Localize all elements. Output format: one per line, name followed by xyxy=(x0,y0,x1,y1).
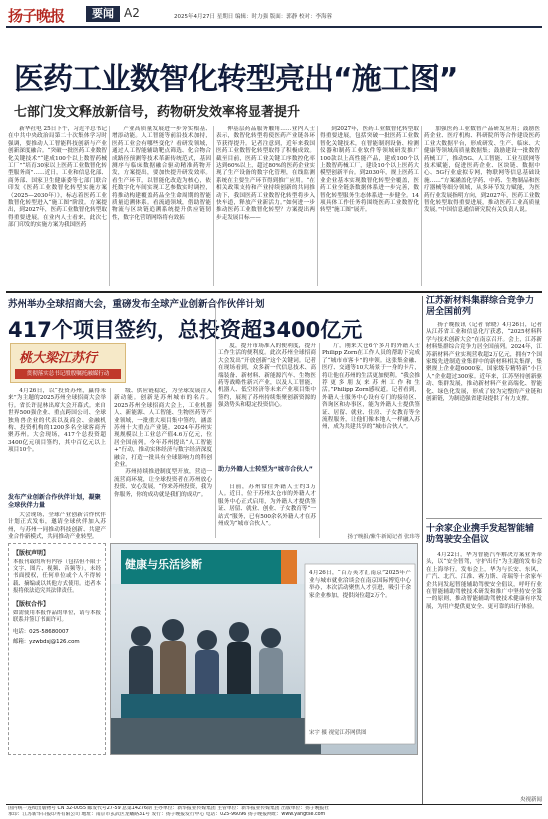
sidebar-headline-2: 十余家企业携手发起智能辅助驾驶安全倡议 xyxy=(426,524,535,545)
paragraph: 4月22日，华为智能汽车解决方案业务牵头，以“安全智驾，守护出行”为主题的发布会在上海举行。发布会上，华为与长安、东风、广汽、北汽、江淮、赛力斯、奇瑞等十余家车企共同发起智能辅助驾驶安全倡议，呼吁行业在智能辅助驾驶技术研发和推广中坚持安全第一的原则，推动智能辅助驾驶技术健康有序发展，为用户提供更安全、更可靠的出行体验。 xyxy=(426,552,542,610)
sidebar-divider xyxy=(422,296,423,804)
story2-column-1b xyxy=(8,512,106,542)
sidebar-headline: 江苏新材料集群综合竞争力居全国前列 xyxy=(426,296,535,317)
paragraph: 伸基层药品服务触角……业内人士表示，数智化转型将使医药产业链各环节获得提升。记者注意到，近年来我国医药工业数智化转型取得了积极成效。截至目前，医药工业关键工序数控化率达到60%以上，超过80%的医药企业实现了生产设备的数字化管理，在线监测系统在主要生产环节得到推广应用。“在相关政策支持和产业持续创新的共同推动下，我国医药工业数智化转型将步入快车道，释放产业新活力。”如何进一步推动医药工业数智化转型？方案提出两步走发展目标—— xyxy=(216,126,315,221)
notice-contact: 如需使用本报作品的单位，请与本报联系并签订书面许可。 xyxy=(13,610,101,624)
story2-kicker: 苏州举办全球招商大会，重磅发布全球产业创新合作伙伴计划 xyxy=(8,299,265,310)
paragraph: 扬子晚报讯（记者 徐晓）4月26日，记者从江苏省工业和信息化厅获悉，“2025材料科学与技术创新大会”在南京召开。会上，江苏新材料集群综合竞争力居全国前列。2024年，江苏新材料产业实现营收超2万亿元，拥有7个国家级先进制造业集群中的新材料相关集群，集聚规上企业超6000家，国家级专精特新“小巨人”企业超过300家。近年来，江苏坚持创新驱动、集群发展，推动新材料产业高端化、智能化、绿色化发展，形成了较为完整的产业链和创新链，为制造强省建设提供了有力支撑。 xyxy=(426,322,542,403)
sidebar-rule xyxy=(426,518,542,519)
notice-title: 【版权声明】 xyxy=(13,550,50,557)
story2-column-1 xyxy=(8,388,106,492)
photo-frame xyxy=(110,543,418,755)
notice-phone: 电话：025-58680007 xyxy=(13,629,69,636)
story2-byline: 扬子晚报/紫牛新闻记者 张玮等 xyxy=(347,534,420,540)
footer-rule xyxy=(6,804,542,805)
paragraph: 产业高质量发展进一步夯实根基、增添动能。人工智能等前沿技术加持，医药工业会有哪些变化？看研发领域，通过人工智能辅助靶点筛选、化合物合成路径预测等技术革新传统范式，基因测序与临床数据融合驱动精准药物开发，方案提出，要加快提升研发效率。看生产环节，以智能化改造为核心，依托数字化车间实现工艺参数实时调控，将推动构建覆盖药品全生命周期的智能质量追溯体系。看流通领域，借助智能物流与区块链追溯系统提升供应链韧性，数字化营销网络将有效拓 xyxy=(112,126,211,221)
promo-title: 桃大梁江苏行 xyxy=(19,351,98,366)
section-label: 要闻 xyxy=(86,6,120,22)
paragraph: 到2027年，医药工业数智化转型取得重要进展，包括突破一批医药工业数智化关键技术，在智能制剂设备、检测仪器和制药工业软件等领域研发推广100款以上高性能产品，建成100个以上数智药械工厂，建设10个以上医药大模型创新平台。到2030年，规上医药工业企业基本实现数智化转型全覆盖，医药工业全链条数据体系进一步完善，数智化转型服务生态体系进一步健全。14项具体工作任务将围绕医药工业数智化转型“施工图”展开。 xyxy=(320,126,419,214)
promo-banner xyxy=(10,343,126,383)
notice-body: 本报刊载的所有内容（包括但不限于文字、图片、视频、音频等），未经书面授权，任何单位或个人不得转载、摘编或以其他方式使用。违者本报将依法追究其法律责任。 xyxy=(13,559,101,594)
paragraph: 大会现场，全球产业创新合作伙伴计划正式发布，邀请全球伙伴加入苏州，与苏州一同推动科技创新、共建产业合作新模式，共同推动产业转型。 xyxy=(8,512,106,541)
dateline: 2025年4月27日 星期日 编辑：时力强 版面：郭静 校对：李海蓉 xyxy=(174,14,332,20)
promo-subtitle: 贯彻落实总书记殷殷嘱托融媒行动 xyxy=(15,369,121,379)
notice-email: 邮箱：yzwbdsj@126.com xyxy=(13,639,80,646)
sidebar-body xyxy=(426,322,542,516)
column-divider xyxy=(421,126,422,286)
scene-banner-text: 健康与乐活诊断 xyxy=(125,558,202,571)
story1-column-3 xyxy=(216,126,315,288)
copyright-notice xyxy=(8,543,106,755)
photo-caption: 4月26日，“百万英才汇南京”2025年产业与城市就业洽谈会在南京国际博览中心举办，本次活动聚焦人才引进，吸引千余家企业参加，提供岗位超2万个。 xyxy=(309,570,411,599)
sidebar-byline: 央视新闻 xyxy=(519,797,542,803)
column-divider xyxy=(109,126,110,286)
story2-headline: 417个项目签约，总投资超3400亿元 xyxy=(8,318,363,342)
section-rule xyxy=(6,291,542,293)
column-divider xyxy=(215,300,216,538)
story2-subhead-1: 发布产业创新合作伙伴计划，凝聚全球伙伴力量 xyxy=(8,494,101,509)
paragraph: 4月26日，以“投资苏州，赢得未来”为主题的2025苏州全球招商大会举行。省长许昆林出席大会开幕式。来自世界500强企业、重点跨国公司、全球独角兽企业的代表以及商会、金融机构、投资机构的1200多名全球客商齐聚苏州。大会现场，417个总投资超3400亿元项目签约，其中百亿元以上项目10个。 xyxy=(8,388,106,454)
paragraph: 厅，刚来大仓6个多月的外籍人士Philipp Zorn在工作人员的帮助下完成了“城市市客卡”的申领。这张集金融、医疗、交通等10大场景于一身的卡片，将让他在苏州的生活更加便利。“我会推荐更多朋友来苏州工作和生活。”Philipp Zorn感叹道。记者看到，外籍人士服务中心设有专门的接待区、咨询区和办事区，能为外籍人士提供签证、居留、就业、住房、子女教育等全流程服务，让他们像本地人一样融入苏州，成为共建共享的“城市合伙人”。 xyxy=(322,343,420,431)
footer-line-2: 承印：江苏新华日报印务有限公司 地址：南京市玄武区龙蟠路31号 发行：扬子晚报发行中心 电话：025-96096 扬子晚报网址：www.yangtse.com xyxy=(8,812,326,817)
paragraph: 新华社电 25日下午，习近平总书记在中共中央政治局第二十次集体学习时强调，要推动人工智能科技创新与产业创新深度融合。“突破一批医药工业数智化关键技术”“建成100个以上数智药械工厂”“培育30家以上医药工业数智化转型服务商”……近日，工业和信息化部、商务部、国家卫生健康委等七部门联合印发《医药工业数智化转型实施方案（2025—2030年）》，标志着医药工业数智化转型进入“施工图”阶段。方案提出，到2027年，医药工业数智化转型取得重要进展。在业内人士看来，此次七部门印发的实施方案为我国医药 xyxy=(8,126,107,229)
photo-credit: 宋宇 摄 视觉江苏网供图 xyxy=(309,730,367,736)
story2-column-3b xyxy=(218,484,316,538)
story2-column-4 xyxy=(322,343,420,531)
masthead: 扬子晚报 xyxy=(8,7,65,25)
header-rule xyxy=(6,26,542,28)
paragraph: 度，提升市场准入的便利度，提升工作生活的便利度。此次苏州全球招商大会发出“开放创新”这个关键词。记者在现场看到，众多新一代信息技术、高端装备、新材料、新能源汽车、生物医药等战略性新兴产业，以及人工智能、机器人、低空经济等未来产业项目集中签约，展现了苏州持续集聚创新资源的强劲势头和稳定投资信心。 xyxy=(218,343,316,409)
paragraph: 日前，苏州常住外籍人士约3万人。近日，位于苏州太仓市的外籍人才服务中心正式启用，为外籍人才提供签证、居留、就业、创业、子女教育等“一站式”服务，已有500余名外籍人才在苏州成为“城市合伙人”。 xyxy=(218,484,316,528)
page-header xyxy=(6,2,542,28)
footer-line-1: 国内统一连续出版物号 CN 32-0055 邮发代号27-59 总第14276期 主办单位：新华报业传媒集团 主管单位：新华报业传媒集团 出版单位：扬子晚报社 xyxy=(8,806,330,811)
notice-contact-title: 【版权合作】 xyxy=(13,601,50,609)
story1-column-4 xyxy=(320,126,419,288)
column-divider xyxy=(110,388,111,538)
main-subhead: 七部门发文释放新信号，药物研发效率将显著提升 xyxy=(14,105,301,120)
column-divider xyxy=(317,126,318,286)
column-divider xyxy=(213,126,214,286)
paragraph: 加强医药工业数智产品研发应用；鼓励医药企业、医疗机构、科研院所等合作建设医药工业大数据平台，形成研发、生产、临床、大健康等领域高质量数据集；鼓励建设一批数智药械工厂，推动5G、人工智能、工业互联网等技术赋能，促进医药企业、区块链、数据中心、5G行业虚拟专网，物联网等信息基础设施……“方案涵盖化学药、中药、生物制品和医疗器械等细分领域，从多环节发力赋能，为医药行业发展指明方向，到2027年，医药工业数智化转型取得重要进展，推动医药工业高质量发展。”中国信息通信研究院有关负责人说。 xyxy=(424,126,540,214)
column-divider xyxy=(319,343,320,538)
story1-column-5 xyxy=(424,126,540,288)
page-number: A2 xyxy=(124,6,140,20)
main-headline: 医药工业数智化转型亮出“施工图” xyxy=(14,62,458,97)
story2-subhead-2: 助力外籍人士转型为“城市合伙人” xyxy=(218,466,313,473)
story2-column-3 xyxy=(218,343,316,463)
sidebar-body-2 xyxy=(426,552,542,792)
paragraph: 苏州持续推进制度型开放，营造一流营商环境，让全球投资者在苏州放心投资、安心发展，“你来苏州投资，我为你服务，你的成功就是我们的成功”。 xyxy=(114,469,212,498)
story1-column-2 xyxy=(112,126,211,288)
story1-column-1 xyxy=(8,126,107,288)
story2-column-2 xyxy=(114,388,212,538)
paragraph: 级、供应链稳定，为全球发展注入新动能。创新是苏州城市的名片。2025苏州全球招商大会上，工业机器人、新能源、人工智能、生物医药等产业领域，一批重大项目集中签约，涵盖苏州十大重点产业链。2024年苏州实现规模以上工业总产值4.6万亿元，位居全国前列。今年苏州提出“人工智能+”行动，推动实体经济与数字经济深度融合，打造一批具有全球影响力的科创企业。 xyxy=(114,388,212,469)
